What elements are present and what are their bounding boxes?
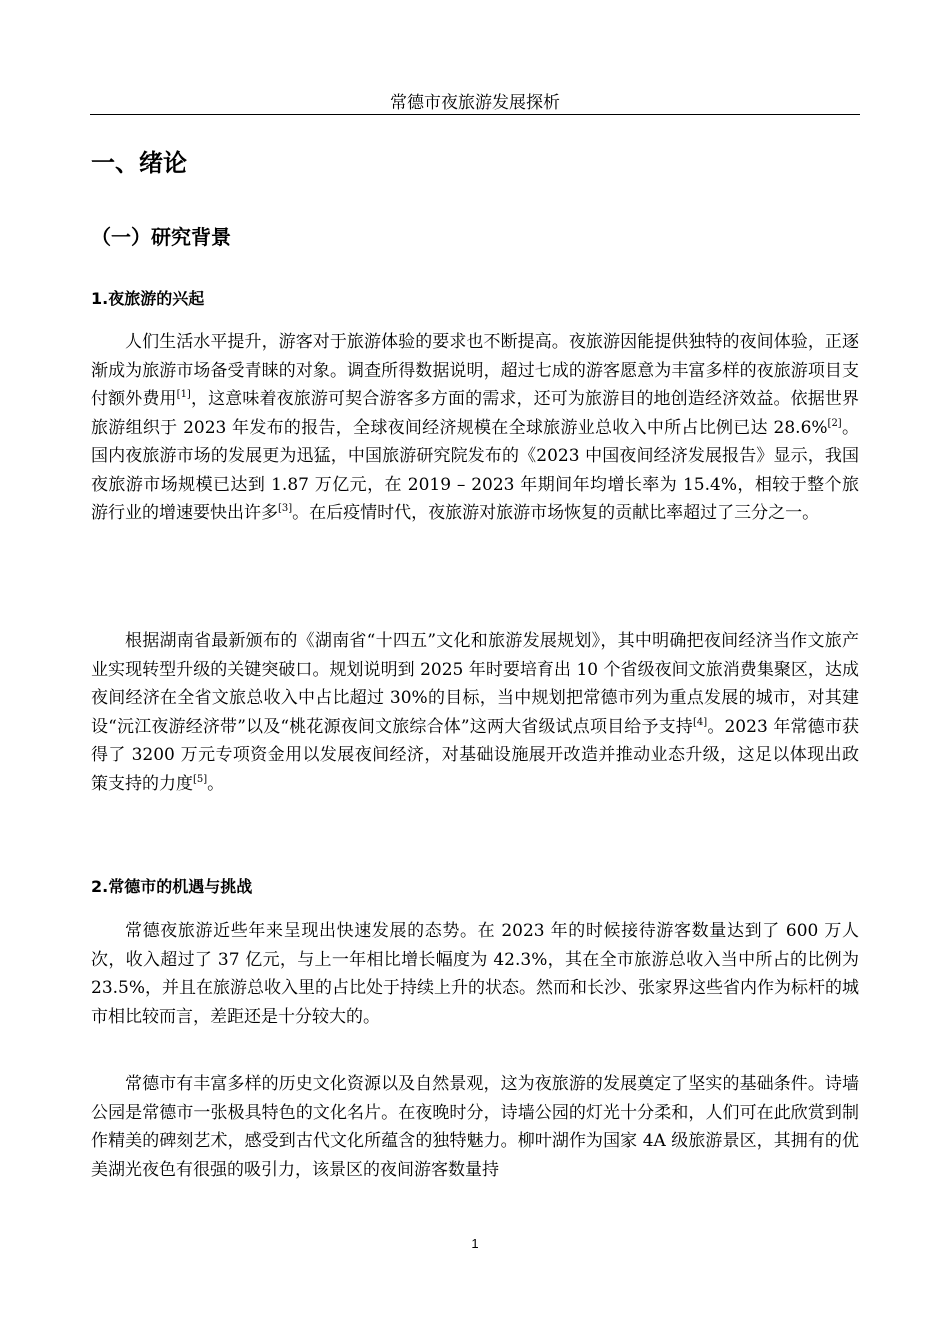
citation-ref: [2] — [827, 417, 842, 429]
text-segment: 。在后疫情时代，夜旅游对旅游市场恢复的贡献比率超过了三分之一。 — [292, 503, 820, 523]
paragraph-rise-1 — [91, 328, 859, 528]
paragraph-rise-2 — [91, 627, 859, 798]
text-segment: ，这意味着夜旅游可契合游客多方面的需求，还可为旅游目的地创造经济效益。依据世界旅游组织于 2023 年发布的报告，全球夜间经济规模在全球旅游业总收入中所占比例已达 28.6% — [91, 389, 860, 438]
header-rule — [90, 114, 860, 115]
subsection-heading-opportunities: 2.常德市的机遇与挑战 — [91, 877, 253, 896]
paragraph-opportunities-1: 常德夜旅游近些年来呈现出快速发展的态势。在 2023 年的时候接待游客数量达到了 600 万人次，收入超过了 37 亿元，与上一年相比增长幅度为 42.3%，其在全市旅游总收入当中所占的比例为 23.5%，并且在旅游总收入里的占比处于持续上升的状态。然而和长沙、张家界这些省内作为标杆的城市相比较而言，差距还是十分较大的。 — [91, 921, 860, 1027]
chapter-heading: 一、绪论 — [91, 149, 187, 177]
paragraph-opportunities-2: 常德市有丰富多样的历史文化资源以及自然景观，这为夜旅游的发展奠定了坚实的基础条件。诗墙公园是常德市一张极具特色的文化名片。在夜晚时分，诗墙公园的灯光十分柔和，人们可在此欣赏到制作精美的碑刻艺术，感受到古代文化所蕴含的独特魅力。柳叶湖作为国家 4A 级旅游景区，其拥有的优美湖光夜色有很强的吸引力，该景区的夜间游客数量持 — [91, 1074, 859, 1180]
text-segment: 人们生活水平提升，游客对于旅游体验的要求也不断提高。夜旅游因能提供独特的夜间体验，正逐渐成为旅游市场备受青睐的对象。调查所得数据说明，超过七成的游客愿意为丰富多样的夜旅游项目支付额外费用 — [91, 332, 859, 409]
running-header: 常德市夜旅游发展探析 — [390, 93, 560, 113]
text-segment: 。 — [207, 773, 225, 794]
page-number: 1 — [471, 1236, 479, 1251]
citation-ref: [3] — [278, 503, 293, 514]
section-heading: （一）研究背景 — [91, 225, 231, 249]
subsection-heading-rise: 1.夜旅游的兴起 — [91, 289, 205, 308]
citation-ref: [5] — [193, 773, 208, 785]
text-segment: 根据湖南省最新颁布的《湖南省“十四五”文化和旅游发展规划》，其中明确把夜间经济当作文旅产业实现转型升级的关键突破口。规划说明到 2025 年时要培育出 10 个省级夜间文旅消费集聚区，达成夜间经济在全省文旅总收入中占比超过 30%的目标，当中规划把常德市列为重点发展的城市，对其建设“沅江夜游经济带”以及“桃花源夜间文旅综合体”这两大省级试点项目给予支持 — [91, 631, 859, 737]
citation-ref: [4] — [692, 716, 708, 728]
text-segment: 。2023 年常德市获得了 3200 万元专项资金用以发展夜间经济，对基础设施展开改造并推动业态升级，这足以体现出政策支持的力度 — [91, 716, 859, 794]
text-segment: 。国内夜旅游市场的发展更为迅猛，中国旅游研究院发布的《2023 中国夜间经济发展报告》显示，我国夜旅游市场规模已达到 1.87 万亿元，在 2019 – 2023 年期间年均增长率为 15.4%，相较于整个旅游行业的增速要快出许多 — [91, 417, 860, 523]
citation-ref: [1] — [176, 389, 191, 400]
